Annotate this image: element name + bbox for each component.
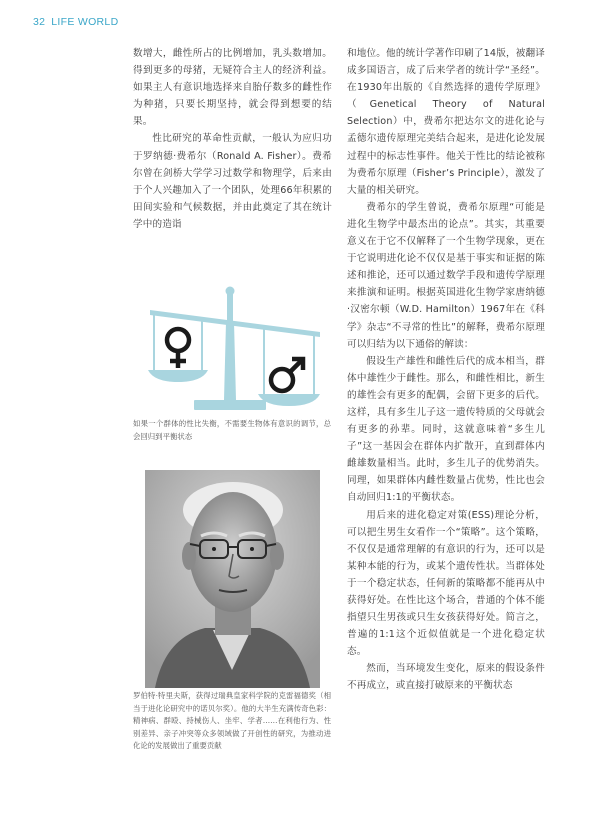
- right-pan: [258, 394, 320, 406]
- paragraph: 数增大，雌性所占的比例增加，乳头数增加。得到更多的母猪，无疑符合主人的经济利益。如果主人有意识地选择来自胎仔数多的雌性作为种猪，只要长期坚持，就会得到想要的结果。: [133, 48, 332, 128]
- balance-scale-illustration: [142, 282, 328, 417]
- left-column: [133, 45, 332, 233]
- left-pan: [148, 370, 208, 382]
- page-number: 32: [33, 16, 46, 28]
- running-header: [33, 16, 118, 28]
- figure-caption: 罗伯特·特里夫斯，获得过瑞典皇家科学院的克雷福德奖（相当于进化论研究中的诺贝尔奖）。他的大半生充满传奇色彩：精神病、群殴、持械伤人、坐牢、学者……在利他行为、性别差异、亲子冲突等众多领域做了开创性的研究，为推动进化论的发展做出了重要贡献: [133, 691, 331, 750]
- paragraph: 用后来的进化稳定对策(ESS)理论分析，可以把生男生女看作一个“策略”。这个策略，不仅仅是通常理解的有意识的行为，还可以是某种本能的行为，或某个遗传性状。当群体处于一个稳定状态，任何新的策略都不能再从中获得好处。在性比这个场合，普通的个体不能指望只生男孩或只生女孩获得好处。简言之，普遍的1:1这个近似值就是一个进化稳定状态。: [347, 509, 545, 658]
- paragraph: 和地位。他的统计学著作印刷了14版，被翻译成多国语言，成了后来学者的统计学“圣经”。在1930年出版的《自然选择的遗传学原理》（Genetical Theory of Natural Selection）中，费希尔把达尔文的进化论与孟德尔遗传原理完美结合起来，是进化论发展过程中的标志性事件。他关于性比的结论被称为费希尔原理（Fisher’s Principle），激发了大量的相关研究。: [347, 48, 545, 196]
- right-column: [347, 45, 545, 695]
- paragraph: 性比研究的革命性贡献，一般认为应归功于罗纳德·费希尔（Ronald A. Fisher）。费希尔曾在剑桥大学学习过数学和物理学，后来由于个人兴趣加入了一个团队，处理66年积累的田间实验和气候数据，并由此奠定了其在统计学中的造诣: [133, 133, 332, 230]
- portrait-photo: [145, 470, 320, 688]
- scale-post: [224, 322, 236, 400]
- paragraph: 假设生产雄性和雌性后代的成本相当，群体中雄性少于雌性。那么，和雌性相比，新生的雄性会有更多的配偶，会留下更多的后代。这样，具有多生儿子这一遗传特质的父母就会有更多的孙辈。同时，这就意味着“多生儿子”这一基因会在群体内扩散开，直到群体内雌雄数量相当。此时，多生儿子的优势消失。同理，如果群体内雌性数量占优势，性比也会自动回归1:1的平衡状态。: [347, 355, 545, 504]
- face: [189, 492, 277, 612]
- paragraph: 然而，当环境发生变化，原来的假设条件不再成立，或直接打破原来的平衡状态: [347, 663, 545, 692]
- figure-caption: 如果一个群体的性比失衡，不需要生物体有意识的调节，总会回归到平衡状态: [133, 419, 331, 441]
- female-symbol-icon: [167, 329, 189, 368]
- scale-base: [194, 400, 266, 410]
- paragraph: 费希尔的学生曾说，费希尔原理“可能是进化生物学中最杰出的论点”。其实，其重要意义在于它不仅解释了一个生物学现象，更在于它说明进化论不仅仅是基于事实和证据的陈述和推论，还可以通过数学手段和遗传学原理来推演和证明。根据英国进化生物学家唐纳德·汉密尔顿（W.D. Hamilton）1967年在《科学》杂志“不寻常的性比”的解释，费希尔原理可以归结为以下通俗的解读：: [347, 201, 545, 350]
- male-symbol-icon: [271, 359, 303, 391]
- scale-beam: [150, 310, 320, 337]
- section-title: LIFE WORLD: [51, 16, 119, 28]
